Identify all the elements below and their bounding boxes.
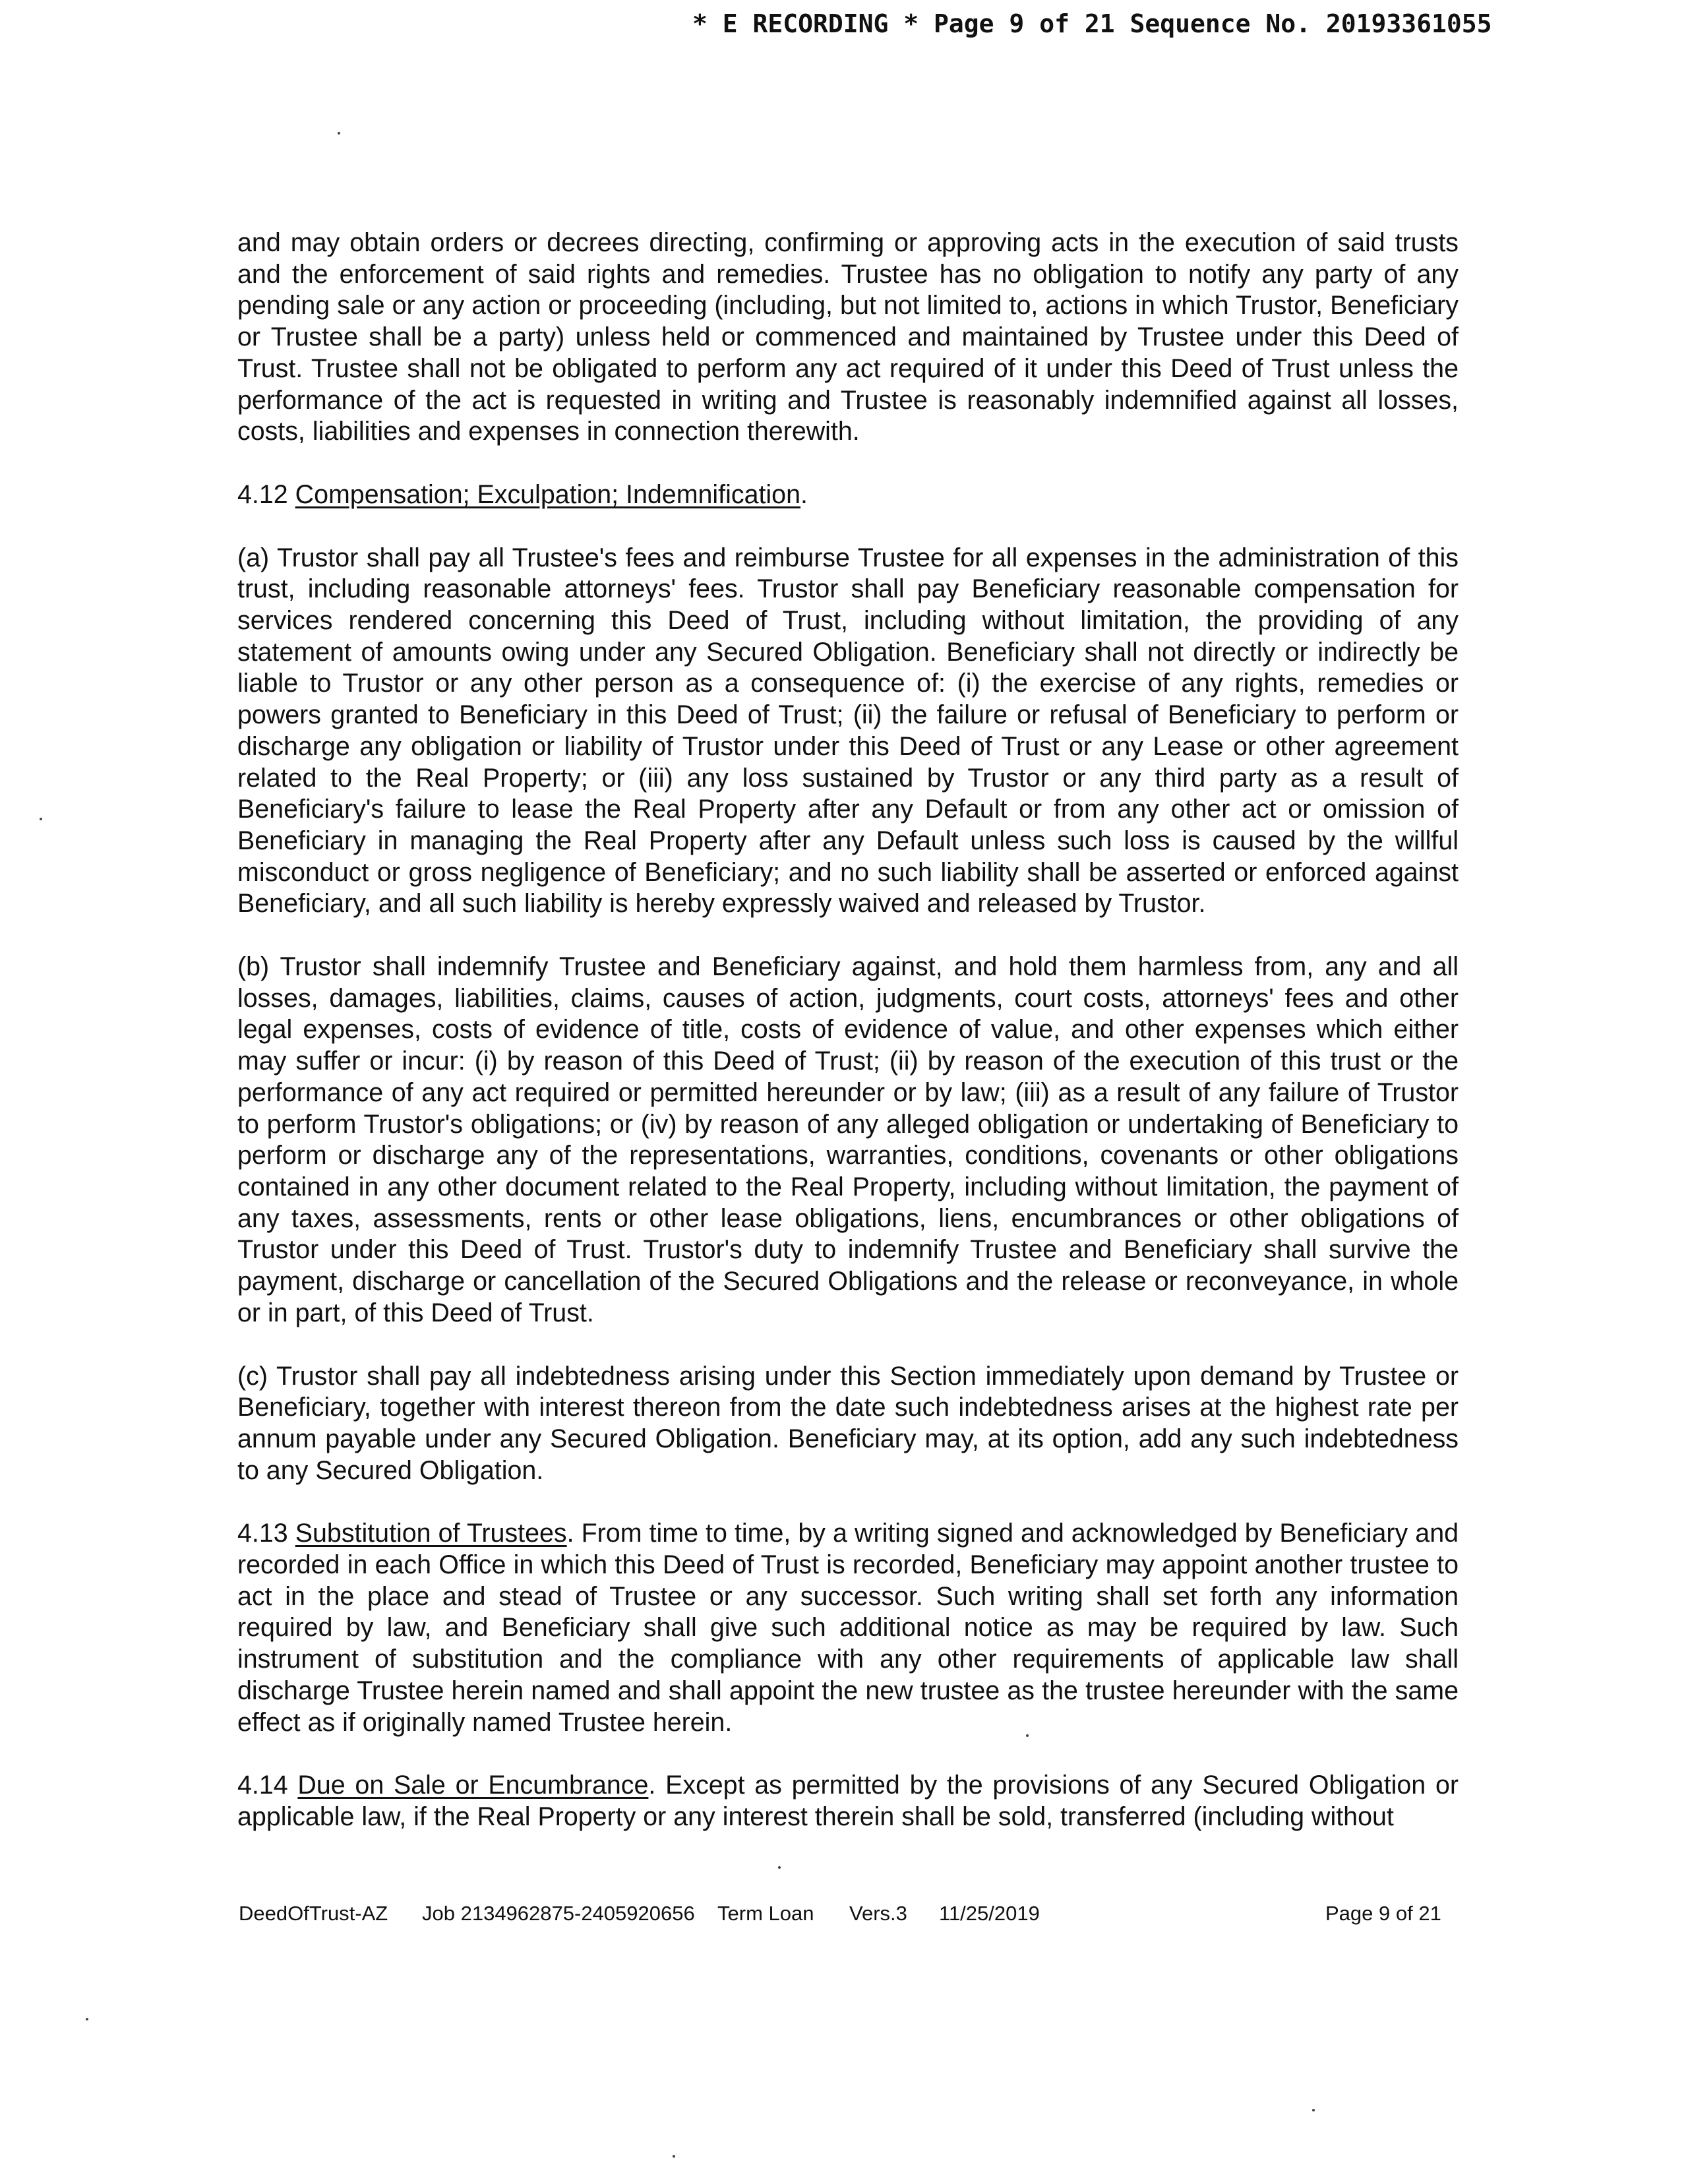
footer-loan-type: Term Loan: [717, 1902, 814, 1925]
footer-version: Vers.3: [849, 1902, 907, 1925]
section-number: 4.14: [237, 1771, 288, 1800]
footer-page-number: Page 9 of 21: [1325, 1902, 1441, 1925]
paragraph-trustee-proceedings: and may obtain orders or decrees directing, confirming or approving acts in the execution of said trusts and the enforcement of said rights and remedies. Trustee has no obligation to notify any party of any pending sale or any action or proceeding (including, but not limited to, actions in which Trustor, Beneficiary or Trustee shall be a party) unless held or commenced and maintained by Trustee under this Deed of Trust. Trustee shall not be obligated to perform any act required of it under this Deed of Trust unless the performance of the act is requested in writing and Trustee is reasonably indemnified against all losses, costs, liabilities and expenses in connection therewith.: [237, 228, 1459, 446]
footer-job-number: Job 2134962875-2405920656: [422, 1902, 695, 1925]
section-title: Due on Sale or Encumbrance: [297, 1771, 649, 1800]
scan-speck: [1312, 2109, 1315, 2111]
section-number: 4.12: [237, 479, 288, 509]
document-body: [237, 228, 1459, 1865]
footer-form-name: DeedOfTrust-AZ: [239, 1902, 388, 1925]
scan-speck: [338, 132, 340, 135]
scan-speck: [673, 2155, 675, 2158]
recording-header: * E RECORDING * Page 9 of 21 Sequence No. 20193361055: [692, 9, 1492, 38]
scan-speck: [1026, 1734, 1029, 1737]
section-text: From time to time, by a writing signed and acknowledged by Beneficiary and recorded in each Office in which this Deed of Trust is recorded, Beneficiary may appoint another trustee to act in the place and stead of Trustee or any successor. Such writing shall set forth any information required by law, and Beneficiary shall give such additional notice as may be required by law. Such instrument of substitution and the compliance with any other requirements of applicable law shall discharge Trustee herein named and shall appoint the new trustee as the trustee hereunder with the same effect as if originally named Trustee herein.: [237, 1519, 1459, 1737]
paragraph-4-12-b: (b) Trustor shall indemnify Trustee and Beneficiary against, and hold them harmless from, any and all losses, damages, liabilities, claims, causes of action, judgments, court costs, attorneys' fees and other legal expenses, costs of evidence of title, costs of evidence of value, and other expenses which either may suffer or incur: (i) by reason of this Deed of Trust; (ii) by reason of the execution of this trust or the performance of any act required or permitted hereunder or by law; (iii) as a result of any failure of Trustor to perform Trustor's obligations; or (iv) by reason of any alleged obligation or undertaking of Beneficiary to perform or discharge any of the representations, warranties, conditions, covenants or other obligations contained in any other document related to the Real Property, including without limitation, the payment of any taxes, assessments, rents or other lease obligations, liens, encumbrances or other obligations of Trustor under this Deed of Trust. Trustor's duty to indemnify Trustee and Beneficiary shall survive the payment, discharge or cancellation of the Secured Obligations and the release or reconveyance, in whole or in part, of this Deed of Trust.: [237, 952, 1459, 1327]
footer-date: 11/25/2019: [939, 1902, 1040, 1925]
section-title: Substitution of Trustees: [295, 1519, 567, 1548]
scan-speck: [778, 1866, 781, 1869]
section-text: Except as permitted by the provisions of any Secured Obligation or applicable law, if the Real Property or any interest therein shall be sold, transferred (including without: [237, 1771, 1459, 1831]
scan-speck: [40, 818, 42, 820]
paragraph-4-12-a: (a) Trustor shall pay all Trustee's fees and reimburse Trustee for all expenses in the administration of this trust, including reasonable attorneys' fees. Trustor shall pay Beneficiary reasonable compensation for services rendered concerning this Deed of Trust, including without limitation, the providing of any statement of amounts owing under any Secured Obligation. Beneficiary shall not directly or indirectly be liable to Trustor or any other person as a consequence of: (i) the exercise of any rights, remedies or powers granted to Beneficiary in this Deed of Trust; (ii) the failure or refusal of Beneficiary to perform or discharge any obligation or liability of Trustor under this Deed of Trust or any Lease or other agreement related to the Real Property; or (iii) any loss sustained by Trustor or any third party as a result of Beneficiary's failure to lease the Real Property after any Default or from any other act or omission of Beneficiary in managing the Real Property after any Default unless such loss is caused by the willful misconduct or gross negligence of Beneficiary; and no such liability shall be asserted or enforced against Beneficiary, and all such liability is hereby expressly waived and released by Trustor.: [237, 543, 1459, 919]
section-4-14: 4.14 Due on Sale or Encumbrance. Except as permitted by the provisions of any Secured Obligation or applicable law, if the Real Property or any interest therein shall be sold, transferred (including without: [237, 1771, 1459, 1831]
paragraph-4-12-c: (c) Trustor shall pay all indebtedness arising under this Section immediately upon demand by Trustee or Beneficiary, together with interest thereon from the date such indebtedness arises at the highest rate per annum payable under any Secured Obligation. Beneficiary may, at its option, add any such indebtedness to any Secured Obligation.: [237, 1361, 1459, 1485]
section-number: 4.13: [237, 1519, 288, 1548]
section-4-13: 4.13 Substitution of Trustees. From time to time, by a writing signed and acknowledged by Beneficiary and recorded in each Office in which this Deed of Trust is recorded, Beneficiary may appoint another trustee to act in the place and stead of Trustee or any successor. Such writing shall set forth any information required by law, and Beneficiary shall give such additional notice as may be required by law. Such instrument of substitution and the compliance with any other requirements of applicable law shall discharge Trustee herein named and shall appoint the new trustee as the trustee hereunder with the same effect as if originally named Trustee herein.: [237, 1519, 1459, 1737]
scan-speck: [86, 2018, 88, 2020]
section-title: Compensation; Exculpation; Indemnification: [295, 479, 800, 509]
section-4-12-heading: 4.12 Compensation; Exculpation; Indemnification.: [237, 479, 808, 509]
